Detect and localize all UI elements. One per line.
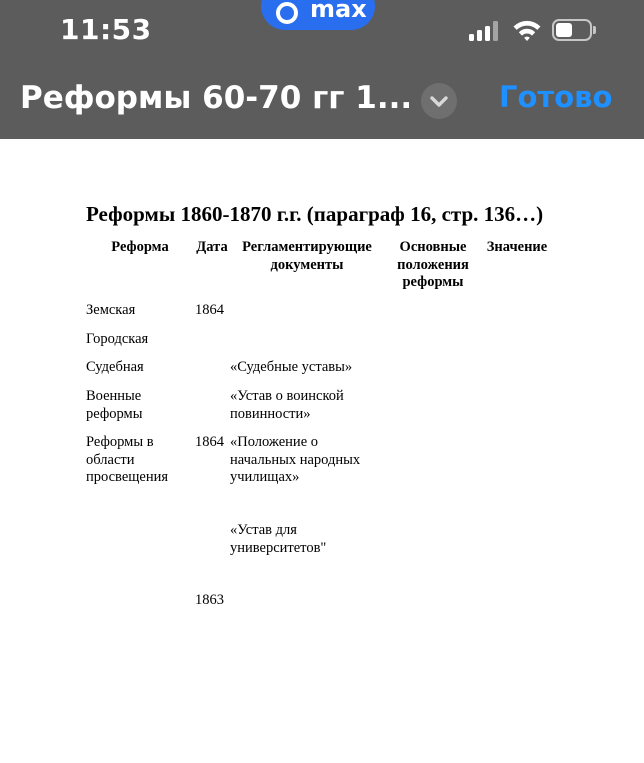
table-cell-reform: Судебная (86, 359, 144, 375)
column-header-reform: Реформа (111, 239, 169, 255)
column-header-provisions: Основные положения реформы (397, 239, 469, 290)
table-cell-date: 1864 (195, 434, 224, 450)
table-cell-date: 1864 (195, 302, 224, 318)
document-title: Реформы 60-70 гг 1... (20, 80, 413, 116)
column-header-documents: Регламентирующие документы (242, 239, 372, 273)
app-pill-label: max (310, 0, 367, 23)
top-bar (0, 0, 644, 139)
table-cell-documents: «Устав о воинской повинности» (230, 388, 344, 422)
table-cell-reform: Земская (86, 302, 136, 318)
table-cell-reform: Городская (86, 331, 149, 347)
table-cell-reform: Военные реформы (86, 388, 143, 422)
page-heading: Реформы 1860-1870 г.г. (параграф 16, стр. 136…) (86, 202, 544, 226)
cellular-signal-icon (469, 21, 501, 41)
table-cell-documents: «Устав для университетов" (230, 522, 327, 556)
battery-icon (552, 19, 598, 43)
max-logo-icon (276, 2, 298, 24)
table-cell-date: 1863 (195, 592, 224, 608)
column-header-significance: Значение (486, 239, 548, 255)
table-cell-documents: «Судебные уставы» (230, 359, 353, 375)
done-button[interactable]: Готово (499, 80, 613, 114)
title-menu-button[interactable] (421, 83, 457, 119)
table-cell-reform: Реформы в области просвещения (86, 434, 169, 485)
column-header-date: Дата (196, 239, 228, 255)
table-cell-documents: «Положение о начальных народных училищах» (230, 434, 361, 485)
chevron-down-icon (421, 83, 457, 119)
wifi-icon (512, 18, 542, 42)
app-pill[interactable] (261, 0, 375, 30)
status-time: 11:53 (60, 13, 152, 46)
